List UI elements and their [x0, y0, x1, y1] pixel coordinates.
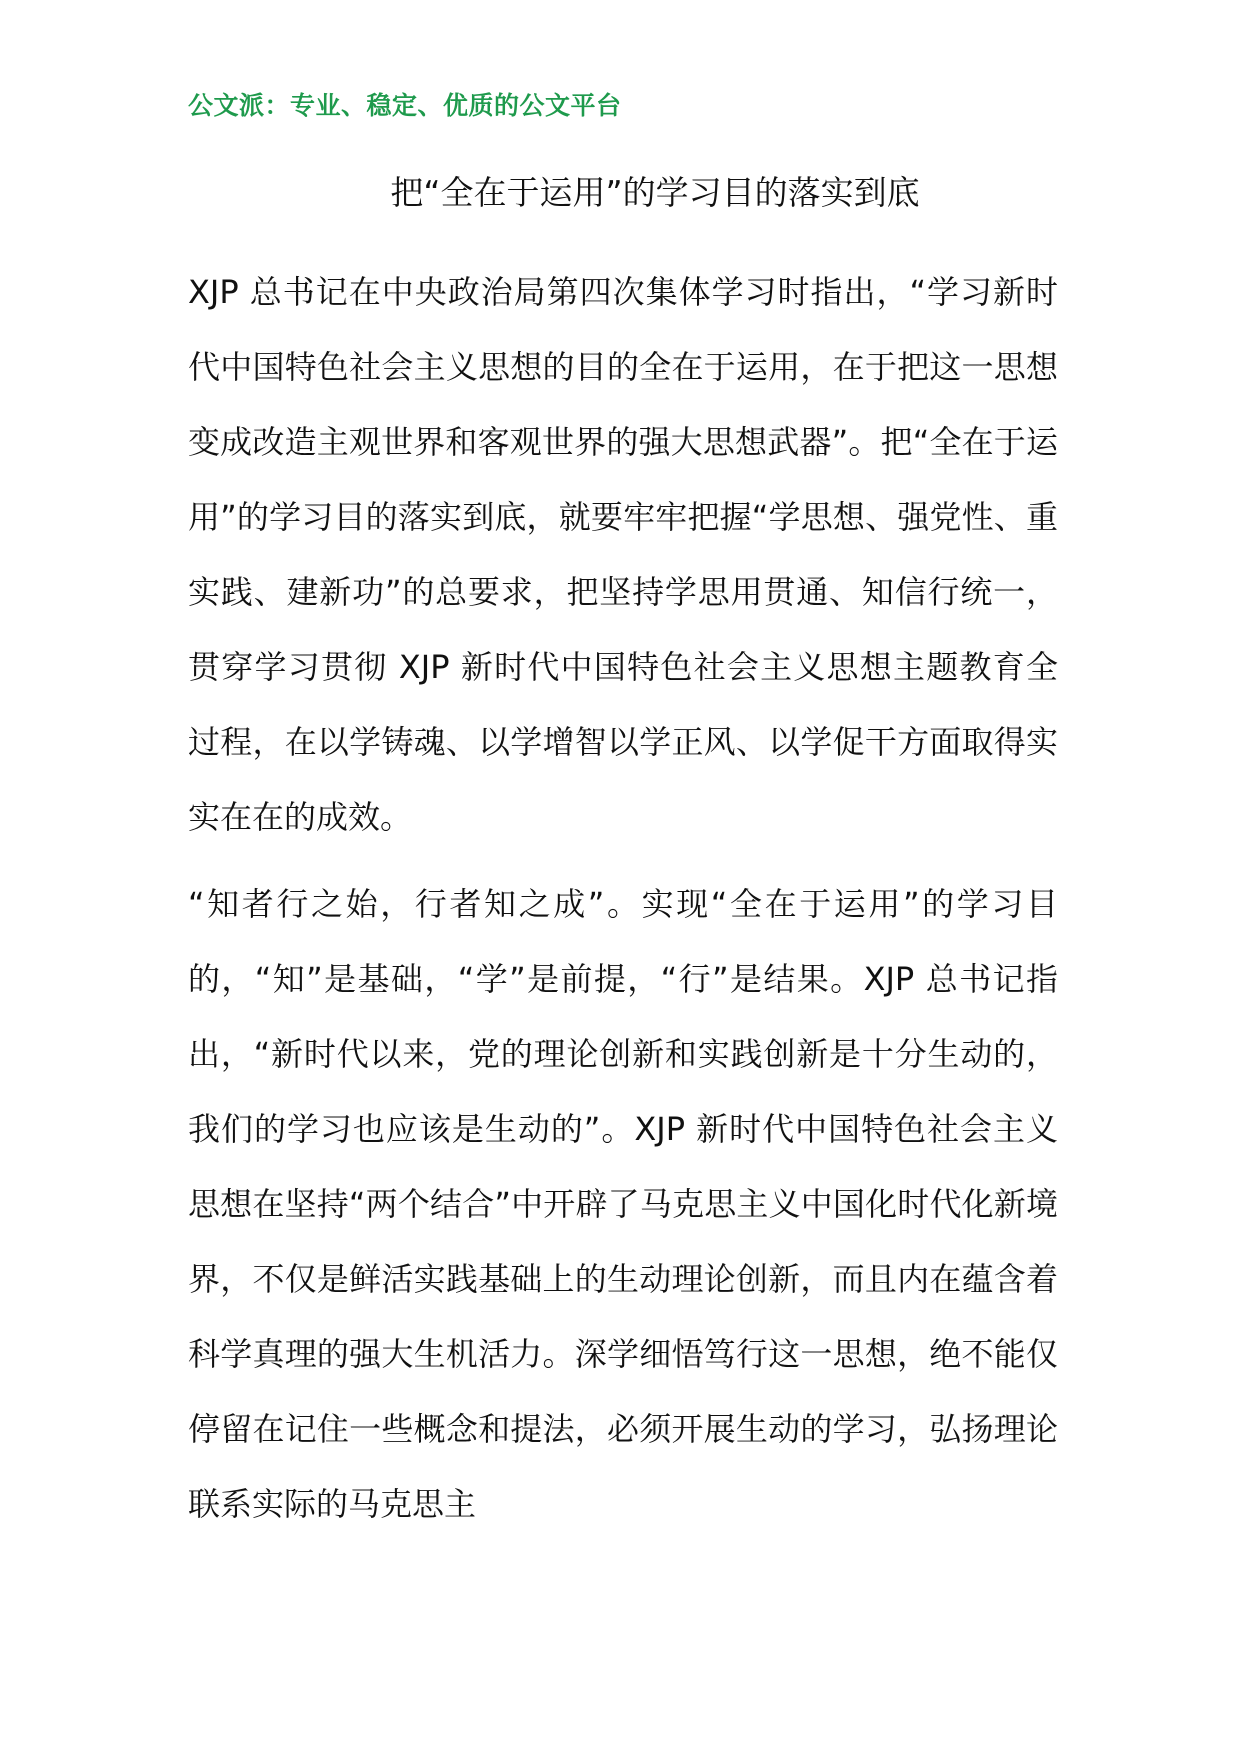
- document-title: 把“全在于运用”的学习目的落实到底: [390, 173, 920, 212]
- body-paragraph-2: “知者行之始，行者知之成”。实现“全在于运用”的学习目的，“知”是基础，“学”是前提，“行”是结果。XJP 总书记指出，“新时代以来，党的理论创新和实践创新是十分生动的，我们的学习也应该是生动的”。XJP 新时代中国特色社会主义思想在坚持“两个结合”中开辟了马克思主义中国化时代化新境界，不仅是鲜活实践基础上的生动理论创新，而且内在蕴含着科学真理的强大生机活力。深学细悟笃行这一思想，绝不能仅停留在记住一些概念和提法，必须开展生动的学习，弘扬理论联系实际的马克思主: [188, 885, 1058, 1523]
- site-header-slogan: 公文派：专业、稳定、优质的公文平台: [188, 91, 622, 120]
- body-paragraph-1: XJP 总书记在中央政治局第四次集体学习时指出，“学习新时代中国特色社会主义思想的目的全在于运用，在于把这一思想变成改造主观世界和客观世界的强大思想武器”。把“全在于运用”的学习目的落实到底，就要牢牢把握“学思想、强党性、重实践、建新功”的总要求，把坚持学思用贯通、知信行统一，贯穿学习贯彻 XJP 新时代中国特色社会主义思想主题教育全过程，在以学铸魂、以学增智以学正风、以学促干方面取得实实在在的成效。: [188, 273, 1058, 836]
